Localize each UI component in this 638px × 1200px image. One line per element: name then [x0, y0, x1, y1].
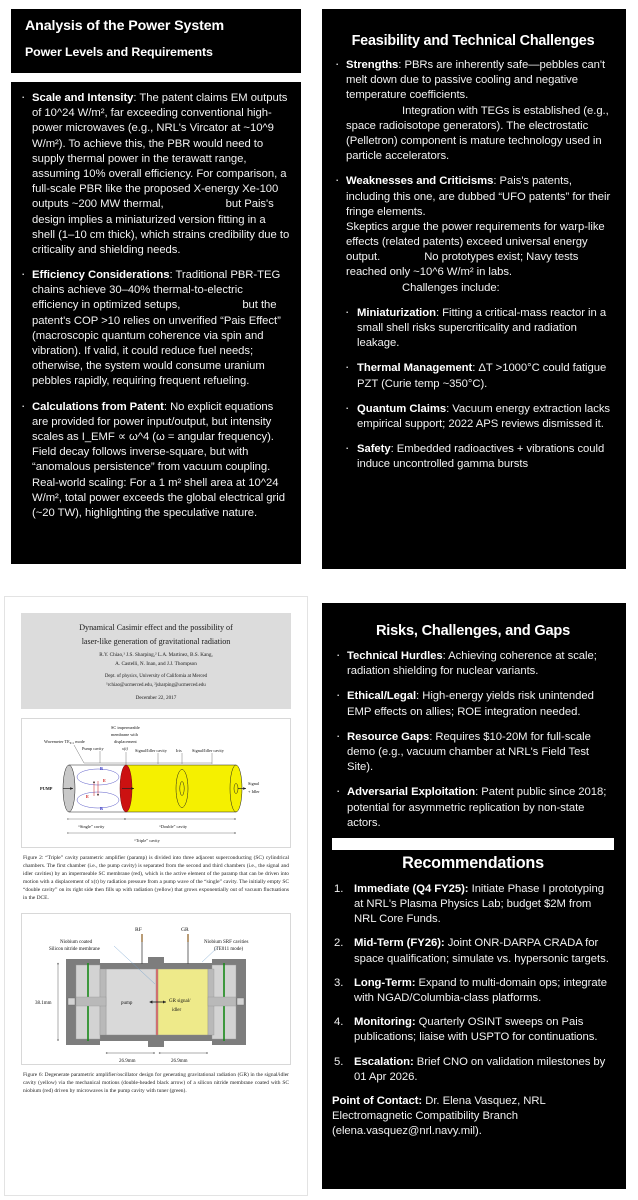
bullet-text-cont2: Skeptics argue the power requirements for warp-like effects (related patents) exceed universal energy output. [346, 220, 605, 264]
bullet-term: Efficiency Considerations [32, 269, 170, 282]
bullet-text: : Achieving coherence at scale; radiation shielding for nuclear variants. [347, 650, 597, 678]
bullet-text-cont3: No prototypes exist; Navy tests reached only ~10^6 W/m² in labs. [346, 251, 579, 279]
fig2-label-signal-out-1: Signal [248, 780, 259, 786]
bullet-term: Strengths [346, 59, 399, 71]
fig6-label-gr-signal-2: idler [172, 1008, 182, 1014]
list-item [331, 306, 615, 352]
item-term: Immediate (Q4 FY25): [354, 882, 469, 895]
bullet-text: : Embedded radioactives + vibrations could induce uncontrolled gamma bursts [357, 443, 605, 471]
feasibility-bullets [331, 58, 615, 296]
fig6-label-silicon-nitride: Silicon nitride membrane [49, 947, 100, 953]
list-item [332, 785, 614, 831]
fig2-label-pump-cavity: Pump cavity [82, 745, 104, 751]
fig2-label-wavemeter: Wavemeter TE₀₁₁ mode [44, 738, 85, 744]
feasibility-sub-bullets [331, 306, 615, 473]
bullet-text-cont: but the patent's COP >10 relies on unverified “Pais Effect” (macroscopic quantum coherence via spin and vibration). If valid, it could reduce fuel needs; otherwise, the system would consume uranium pebbles rapidly, requiring frequent refueling. [32, 299, 281, 388]
list-item [331, 402, 615, 432]
item-term: Monitoring: [354, 1016, 416, 1029]
poc-label: Point of Contact: [332, 1094, 423, 1107]
paper-institution-line1: Dept. of physics, University of California at Merced [104, 674, 208, 680]
list-item [332, 882, 614, 928]
list-item [331, 174, 615, 296]
fig2-label-b-top: B [100, 765, 103, 771]
fig2-label-e-right: E [103, 777, 106, 783]
bullet-term: Resource Gaps [347, 730, 430, 743]
bullet-text-cont: but Pais's design implies a miniaturized version fitting in a shell (1–10 cm thick), which strains credibility due to criticality and shielding needs. [32, 198, 290, 256]
fig2-label-iris: Iris [176, 747, 182, 753]
bullet-term: Calculations from Patent [32, 400, 164, 413]
fig6-label-gr: GR [181, 927, 189, 934]
list-item [332, 1055, 614, 1085]
fig6-label-height: 38.1mm [35, 1001, 52, 1007]
bullet-text: : Vacuum energy extraction lacks empirical support; 2022 APS reviews dismissed it. [357, 402, 611, 430]
section-divider [332, 838, 614, 850]
fig6-label-srf-cavities: Niobium SRF cavities [204, 940, 249, 946]
figure-2-image [21, 718, 291, 848]
list-item [332, 689, 614, 719]
list-item [331, 442, 615, 472]
item-text: Joint ONR-DARPA CRADA for space qualification; simulate vs. hypersonic targets. [354, 937, 609, 965]
fig2-label-membrane-2: membrane with [111, 731, 138, 737]
bullet-text: : Pais's patents, including this one, are dubbed “UFO patents” for their fringe elements. [346, 175, 611, 218]
item-text: Initiate Phase I prototyping at NRL's Plasma Physics Lab; budget $2M from NRL Core Funds. [354, 882, 604, 926]
list-item [332, 976, 614, 1006]
bullet-term: Ethical/Legal [347, 690, 417, 703]
bullet-text: : Requires $10-20M for full-scale demo (e.g., vacuum chamber at NRL's Field Test Site). [347, 730, 591, 774]
list-item [332, 1015, 614, 1045]
bullet-text: : PBRs are inherently safe—pebbles can't melt down due to passive cooling and negative temperature coefficients. [346, 59, 606, 102]
list-item [17, 268, 291, 390]
fig2-label-displacement-x: x(t) [122, 745, 128, 751]
paper-authors-line2: A. Castelli, N. Inan, and J.J. Thompson [115, 661, 197, 668]
figure-2-caption: Figure 2: “Triple” cavity parametric amplifier (paramp) is divided into three adjacent superconducting (SC) cylindrical chambers. The first chamber (i.e., the pump cavity) is separated from the second and third chambers (i.e., the signal and idler cavities) by an impermeable SC membrane (red), which is the active element of the paramp that can be driven into motion with a displacement of x(t) by radiation pressure from a pump wave of the “single” cavity. The initially empty SC “double cavity” on its right side then fills up with radiation (yellow) that grows exponentially out of vacuum fluctuations in the DCE. [23, 854, 289, 902]
bullet-text: : Fitting a critical-mass reactor in a small shell risks supercriticality and radiation leakage. [357, 306, 607, 350]
paper-institution-line2: ¹rchiao@ucmerced.edu, ²jsharping@ucmerced.edu [106, 683, 206, 689]
fig2-label-pump-in: PUMP [40, 785, 53, 791]
figure-6-image [21, 913, 291, 1065]
fig2-label-double: “Double” cavity [159, 823, 188, 829]
bullet-term: Scale and Intensity [32, 92, 134, 104]
power-system-header [11, 9, 301, 73]
bullet-term: Adversarial Exploitation [347, 786, 476, 799]
fig2-label-signal-idler-2: Signal/Idler cavity [192, 747, 224, 753]
panel-risks-recommendations [318, 596, 632, 1196]
power-system-content [11, 82, 301, 564]
paper-title-block [21, 613, 291, 709]
page-subtitle: Power Levels and Requirements [25, 45, 213, 60]
bullet-term: Technical Hurdles [347, 650, 443, 662]
bullet-text: : No explicit equations are provided for power input/output, but intensity scales as I_EMF ∝ ω^4 (ω = angular frequency). Field decay follows inverse-square, but with “anomalous persistence” from vacuum coupling. Real-world scaling: For a 1 m² shell area at 10^24 W/m², total power exceeds the global electrical grid (~20 TW), highlighting the speculative nature. [32, 400, 285, 519]
list-item [332, 730, 614, 776]
fig2-label-b-bottom: B [100, 805, 103, 811]
list-item [332, 649, 614, 679]
bullet-term: Safety [357, 443, 391, 456]
list-item [332, 936, 614, 966]
feasibility-content [322, 9, 626, 569]
item-text: Quarterly OSINT sweeps on Pais publications; liaise with USPTO for continuations. [354, 1016, 598, 1044]
recommendations-title: Recommendations [402, 853, 544, 872]
fig2-label-single: “Single” cavity [78, 823, 105, 829]
figure-6-caption: Figure 6: Degenerate parametric amplifier/oscillator design for generating gravitational radiation (GR) in the signal/idler cavity (yellow) via the mechanical motions (double-headed black arrow) of a silicon nitride membrane coated with SC niobium (red) driven by microwaves in the pump cavity with tuner (green). [23, 1072, 289, 1095]
paper-title-line2: laser-like generation of gravitational radiation [81, 636, 231, 646]
panel-feasibility [318, 4, 632, 576]
fig2-label-signal-idler-1: Signal/Idler cavity [135, 747, 167, 753]
panel-paper-screenshot [4, 596, 308, 1196]
fig2-label-membrane-1: SC impermeable [111, 724, 140, 730]
panel-power-system [4, 4, 308, 576]
point-of-contact [332, 1094, 614, 1140]
bullet-term: Quantum Claims [357, 402, 447, 415]
poc-value: Dr. Elena Vasquez, NRL Electromagnetic Compatibility Branch (elena.vasquez@nrl.navy.mil). [332, 1094, 546, 1138]
fig6-label-width-left: 26.9mm [119, 1059, 136, 1065]
bullet-text: : Patent public since 2018; potential for asymmetric replication by non-state actors. [347, 786, 607, 829]
paper-date: December 22, 2017 [135, 694, 177, 701]
fig2-label-e-left: E [86, 793, 89, 799]
fig6-label-niobium-coated: Niobium coated [60, 940, 93, 946]
fig2-label-triple: “Triple” cavity [134, 837, 160, 843]
list-item [331, 361, 615, 391]
figure-6-svg [22, 914, 290, 1064]
item-term: Escalation: [354, 1055, 414, 1068]
page-title: Analysis of the Power System [25, 18, 225, 34]
paper-authors-line1: R.Y. Chiao,¹ J.S. Sharping,² L.A. Martinez, B.S. Kang, [99, 652, 213, 659]
item-text: Expand to multi-domain ops; integrate with NGAD/Columbia-class platforms. [354, 976, 607, 1004]
list-item [17, 400, 291, 522]
fig6-label-pump: pump [121, 1001, 133, 1007]
list-item [331, 58, 615, 164]
fig2-label-signal-out-2: + Idler [248, 788, 260, 794]
bullet-text: : Traditional PBR-TEG chains achieve 30–40% thermal-to-electric efficiency in optimized setups, [32, 269, 281, 312]
recommendations-list [332, 882, 614, 1085]
risks-bullets [332, 649, 614, 831]
bullet-term: Thermal Management [357, 362, 473, 375]
item-term: Mid-Term (FY26): [354, 937, 445, 950]
list-item [17, 91, 291, 258]
paper-title-line1: Dynamical Casimir effect and the possibility of [79, 623, 233, 632]
fig6-label-gr-signal-1: GR signal/ [169, 999, 191, 1005]
fig6-label-te011: (TE011 mode) [214, 947, 244, 953]
item-term: Long-Term: [354, 976, 416, 989]
risks-content [322, 603, 626, 1189]
fig2-label-membrane-3: displacement [114, 738, 137, 744]
feasibility-title: Feasibility and Technical Challenges [351, 33, 595, 49]
bullet-text: : The patent claims EM outputs of 10^24 W/m², far exceeding conventional high-power microwaves (e.g., NRL's Vircator at ~10^9 W/m²). To achieve this, the PBR would need to supply thermal power in the terawatt range, assuming 10% overall efficiency. For comparison, a full-scale PBR like the proposed X-energy Xe-100 outputs ~200 MW thermal, [32, 92, 288, 211]
bullet-text-cont4: Challenges include: [402, 281, 500, 294]
fig6-label-rf: RF [135, 927, 142, 934]
paper-page [12, 604, 300, 1188]
bullet-term: Weaknesses and Criticisms [346, 175, 494, 188]
fig6-label-width-right: 26.9mm [171, 1059, 188, 1065]
bullet-text-cont: Integration with TEGs is established (e.g., space radioisotope generators). The electrostatic (Pelletron) component is mature technology used in particle accelerators. [346, 104, 609, 163]
risks-title: Risks, Challenges, and Gaps [375, 623, 571, 639]
item-text: Brief CNO on validation milestones by 01 Apr 2026. [354, 1055, 606, 1083]
power-system-bullets [17, 91, 291, 521]
bullet-term: Miniaturization [357, 306, 436, 319]
bullet-text: : High-energy yields risk unintended EMP effects on allies; ROE integration needed. [347, 690, 594, 718]
bullet-text: : ΔT >1000°C could fatigue PZT (Curie temp ~350°C). [357, 362, 607, 390]
figure-2-svg [22, 719, 290, 847]
